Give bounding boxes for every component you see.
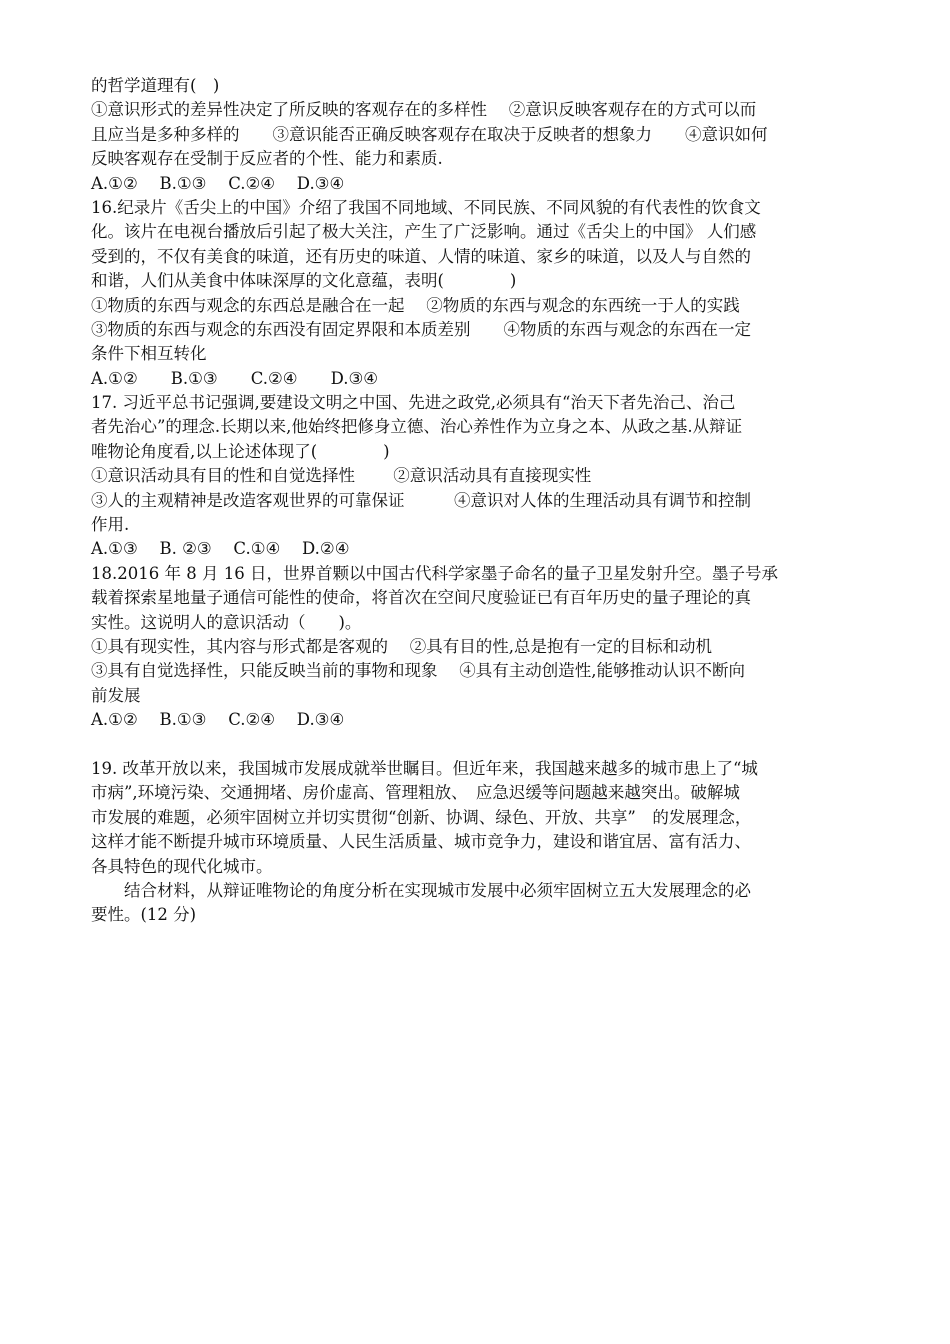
score-note: 要性。(12 分) bbox=[91, 905, 197, 925]
answer-options: A.①② B.①③ C.②④ D.③④ bbox=[91, 710, 345, 730]
text-line: 者先治心”的理念.长期以来,他始终把修身立德、治心养性作为立身之本、从政之基.从辩证 bbox=[91, 417, 743, 437]
text-line: 反映客观存在受制于反应者的个性、能力和素质. bbox=[91, 149, 443, 169]
text-line: 唯物论角度看,以上论述体现了( ) bbox=[91, 441, 390, 461]
question-19 bbox=[91, 757, 863, 928]
text-line: ③具有自觉选择性，只能反映当前的事物和现象 ④具有主动创造性,能够推动认识不断向 bbox=[91, 661, 745, 681]
question-stem: 17. 习近平总书记强调,要建设文明之中国、先进之政党,必须具有“治天下者先治己、治己 bbox=[91, 393, 736, 413]
text-line: ③物质的东西与观念的东西没有固定界限和本质差别 ④物质的东西与观念的东西在一定 bbox=[91, 319, 751, 339]
question-stem: 19. 改革开放以来，我国城市发展成就举世瞩目。但近年来，我国越来越多的城市患上了“城 bbox=[91, 758, 758, 778]
text-line: ③人的主观精神是改造客观世界的可靠保证 ④意识对人体的生理活动具有调节和控制 bbox=[91, 490, 751, 510]
text-line: 各具特色的现代化城市。 bbox=[91, 856, 273, 876]
text-line: 实性。这说明人的意识活动（ )。 bbox=[91, 612, 362, 632]
text-line: 条件下相互转化 bbox=[91, 344, 207, 364]
text-line: 市发展的难题，必须牢固树立并切实贯彻“创新、协调、绿色、开放、共享” 的发展理念， bbox=[91, 807, 752, 827]
question-18 bbox=[91, 562, 863, 733]
exam-page bbox=[91, 74, 863, 928]
answer-options: A.①③ B. ②③ C.①④ D.②④ bbox=[91, 539, 350, 559]
text-line: ①意识活动具有目的性和自觉选择性 ②意识活动具有直接现实性 bbox=[91, 466, 592, 486]
question-16 bbox=[91, 196, 863, 391]
question-prompt: 结合材料，从辩证唯物论的角度分析在实现城市发展中必须牢固树立五大发展理念的必 bbox=[91, 880, 751, 900]
text-line: ①物质的东西与观念的东西总是融合在一起 ②物质的东西与观念的东西统一于人的实践 bbox=[91, 295, 740, 315]
text-line: 这样才能不断提升城市环境质量、人民生活质量、城市竞争力，建设和谐宜居、富有活力、 bbox=[91, 832, 751, 852]
question-stem: 16.纪录片《舌尖上的中国》介绍了我国不同地域、不同民族、不同风貌的有代表性的饮食文 bbox=[91, 197, 761, 217]
text-line: 前发展 bbox=[91, 685, 141, 705]
question-stem: 18.2016 年 8 月 16 日，世界首颗以中国古代科学家墨子命名的量子卫星发射升空。墨子号承 bbox=[91, 563, 778, 583]
question-15-tail bbox=[91, 74, 863, 196]
answer-options: A.①② B.①③ C.②④ D.③④ bbox=[91, 173, 345, 193]
text-line: 受到的，不仅有美食的味道，还有历史的味道、人情的味道、家乡的味道，以及人与自然的 bbox=[91, 246, 751, 266]
text-line: 且应当是多种多样的 ③意识能否正确反映客观存在取决于反映者的想象力 ④意识如何 bbox=[91, 124, 768, 144]
text-line: ①意识形式的差异性决定了所反映的客观存在的多样性 ②意识反映客观存在的方式可以而 bbox=[91, 100, 757, 120]
answer-options: A.①② B.①③ C.②④ D.③④ bbox=[91, 368, 379, 388]
text-line: 载着探索星地量子通信可能性的使命，将首次在空间尺度验证已有百年历史的量子理论的真 bbox=[91, 588, 751, 608]
text-line: 化。该片在电视台播放后引起了极大关注，产生了广泛影响。通过《舌尖上的中国》 人们感 bbox=[91, 222, 757, 242]
text-line: ①具有现实性，其内容与形式都是客观的 ②具有目的性,总是抱有一定的目标和动机 bbox=[91, 636, 712, 656]
blank-line bbox=[91, 733, 863, 757]
text-line: 和谐，人们从美食中体味深厚的文化意蕴，表明( ) bbox=[91, 271, 517, 291]
question-17 bbox=[91, 391, 863, 562]
text-line: 市病”,环境污染、交通拥堵、房价虚高、管理粗放、 应急迟缓等问题越来越突出。破解城 bbox=[91, 783, 740, 803]
text-line: 作用. bbox=[91, 515, 130, 535]
text-line: 的哲学道理有( ) bbox=[91, 76, 220, 95]
